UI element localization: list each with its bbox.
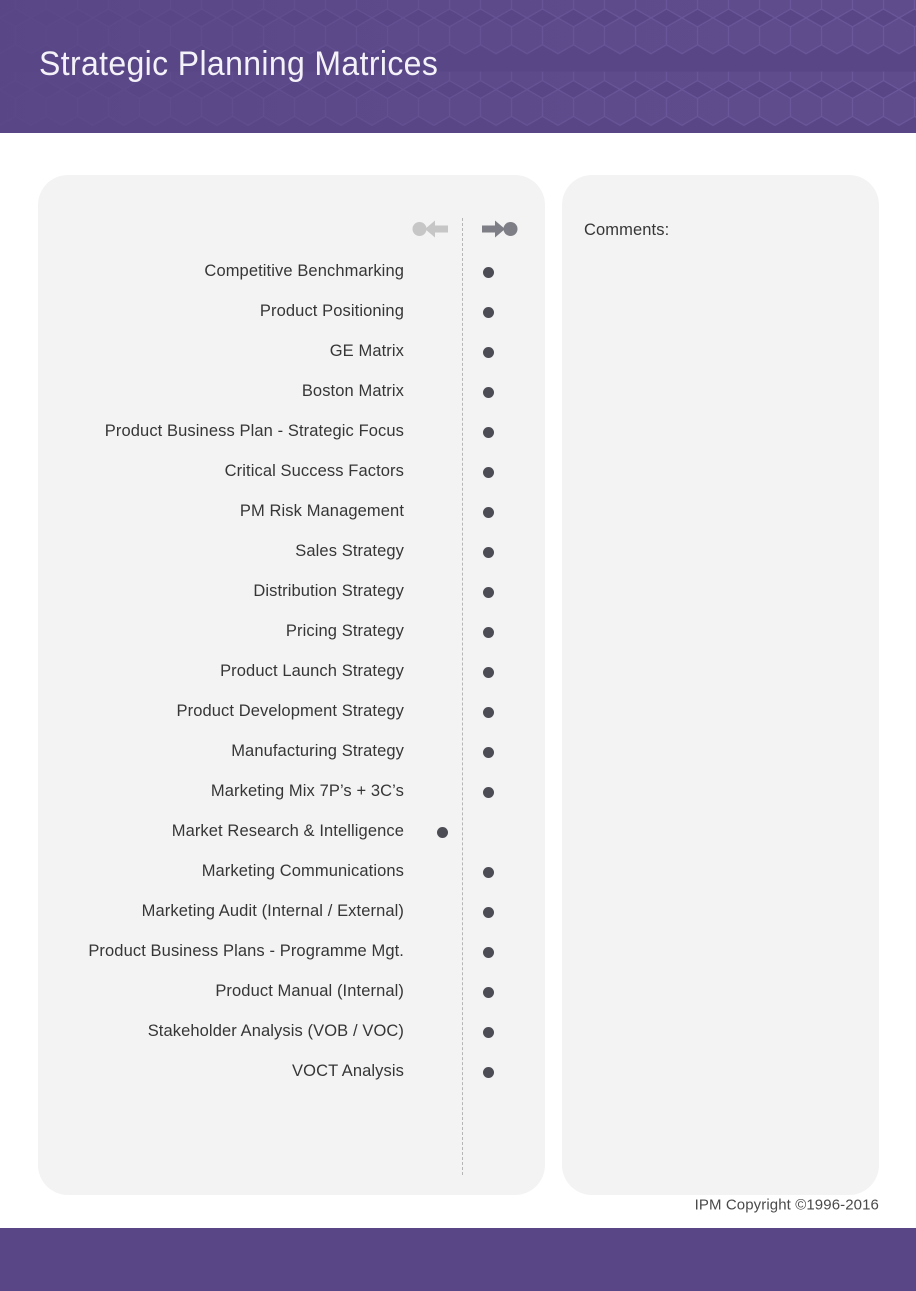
matrix-list <box>38 175 545 1195</box>
matrix-row-marker-dot[interactable] <box>483 267 494 278</box>
matrix-row[interactable] <box>38 813 545 853</box>
matrix-row-label: Marketing Communications <box>201 862 404 880</box>
matrix-row-label: VOCT Analysis <box>292 1062 404 1080</box>
matrix-row-label: Pricing Strategy <box>285 622 404 640</box>
matrix-row-marker-dot[interactable] <box>483 587 494 598</box>
matrix-row-label: Marketing Mix 7P’s + 3C’s <box>210 782 404 800</box>
matrix-row-marker-dot[interactable] <box>483 307 494 318</box>
matrix-row[interactable] <box>38 413 545 453</box>
matrix-row-label: Product Positioning <box>259 302 404 320</box>
arrow-right-icon[interactable] <box>478 217 518 257</box>
matrix-row-label: Marketing Audit (Internal / External) <box>141 902 404 920</box>
matrix-row-marker-dot[interactable] <box>483 787 494 798</box>
matrix-row-marker-dot[interactable] <box>483 427 494 438</box>
matrix-row[interactable] <box>38 333 545 373</box>
footer-bar <box>0 1228 916 1291</box>
matrix-row-label: Product Launch Strategy <box>220 662 404 680</box>
matrix-row[interactable] <box>38 293 545 333</box>
matrix-row-marker-dot[interactable] <box>437 827 448 838</box>
matrix-row-marker-dot[interactable] <box>483 627 494 638</box>
page-header <box>0 0 916 133</box>
comments-panel[interactable] <box>562 175 879 1195</box>
matrix-row-marker-dot[interactable] <box>483 867 494 878</box>
matrix-row-label: Stakeholder Analysis (VOB / VOC) <box>147 1022 404 1040</box>
matrix-row-label: Distribution Strategy <box>253 582 404 600</box>
matrix-row-marker-dot[interactable] <box>483 387 494 398</box>
matrix-row[interactable] <box>38 613 545 653</box>
matrix-row[interactable] <box>38 853 545 893</box>
matrix-row-marker-dot[interactable] <box>483 747 494 758</box>
matrix-row[interactable] <box>38 373 545 413</box>
matrix-row-label: Critical Success Factors <box>224 462 404 480</box>
matrix-row-marker-dot[interactable] <box>483 547 494 558</box>
matrix-row[interactable] <box>38 933 545 973</box>
matrix-row[interactable] <box>38 1053 545 1093</box>
matrix-row-label: GE Matrix <box>329 342 404 360</box>
matrix-row-label: Product Business Plan - Strategic Focus <box>104 422 404 440</box>
matrix-row[interactable] <box>38 653 545 693</box>
matrix-row-marker-dot[interactable] <box>483 347 494 358</box>
matrix-row[interactable] <box>38 773 545 813</box>
copyright-notice: IPM Copyright ©1996-2016 <box>694 1196 879 1214</box>
matrix-row-marker-dot[interactable] <box>483 467 494 478</box>
matrix-row[interactable] <box>38 693 545 733</box>
matrix-row[interactable] <box>38 733 545 773</box>
matrix-row[interactable] <box>38 893 545 933</box>
matrix-row-label: PM Risk Management <box>239 502 404 520</box>
page-title: Strategic Planning Matrices <box>39 45 439 83</box>
matrix-row-marker-dot[interactable] <box>483 1067 494 1078</box>
matrix-row-label: Boston Matrix <box>301 382 404 400</box>
matrix-row[interactable] <box>38 1013 545 1053</box>
matrix-row-marker-dot[interactable] <box>483 907 494 918</box>
matrix-row[interactable] <box>38 253 545 293</box>
matrix-row[interactable] <box>38 533 545 573</box>
matrix-row-label: Competitive Benchmarking <box>204 262 404 280</box>
matrix-row-label: Product Business Plans - Programme Mgt. <box>88 942 404 960</box>
matrix-row-label: Manufacturing Strategy <box>231 742 404 760</box>
matrix-row-marker-dot[interactable] <box>483 987 494 998</box>
matrix-row-marker-dot[interactable] <box>483 707 494 718</box>
matrix-row-marker-dot[interactable] <box>483 507 494 518</box>
matrix-row[interactable] <box>38 573 545 613</box>
matrix-row-label: Market Research & Intelligence <box>171 822 404 840</box>
comments-label: Comments: <box>584 221 670 239</box>
matrix-row-label: Sales Strategy <box>295 542 404 560</box>
arrow-left-icon[interactable] <box>412 217 452 257</box>
matrix-row-label: Product Development Strategy <box>176 702 404 720</box>
matrix-row[interactable] <box>38 453 545 493</box>
matrix-row-marker-dot[interactable] <box>483 947 494 958</box>
matrix-row[interactable] <box>38 493 545 533</box>
matrix-row-marker-dot[interactable] <box>483 1027 494 1038</box>
matrix-row-label: Product Manual (Internal) <box>215 982 404 1000</box>
matrix-row[interactable] <box>38 973 545 1013</box>
matrix-row-marker-dot[interactable] <box>483 667 494 678</box>
